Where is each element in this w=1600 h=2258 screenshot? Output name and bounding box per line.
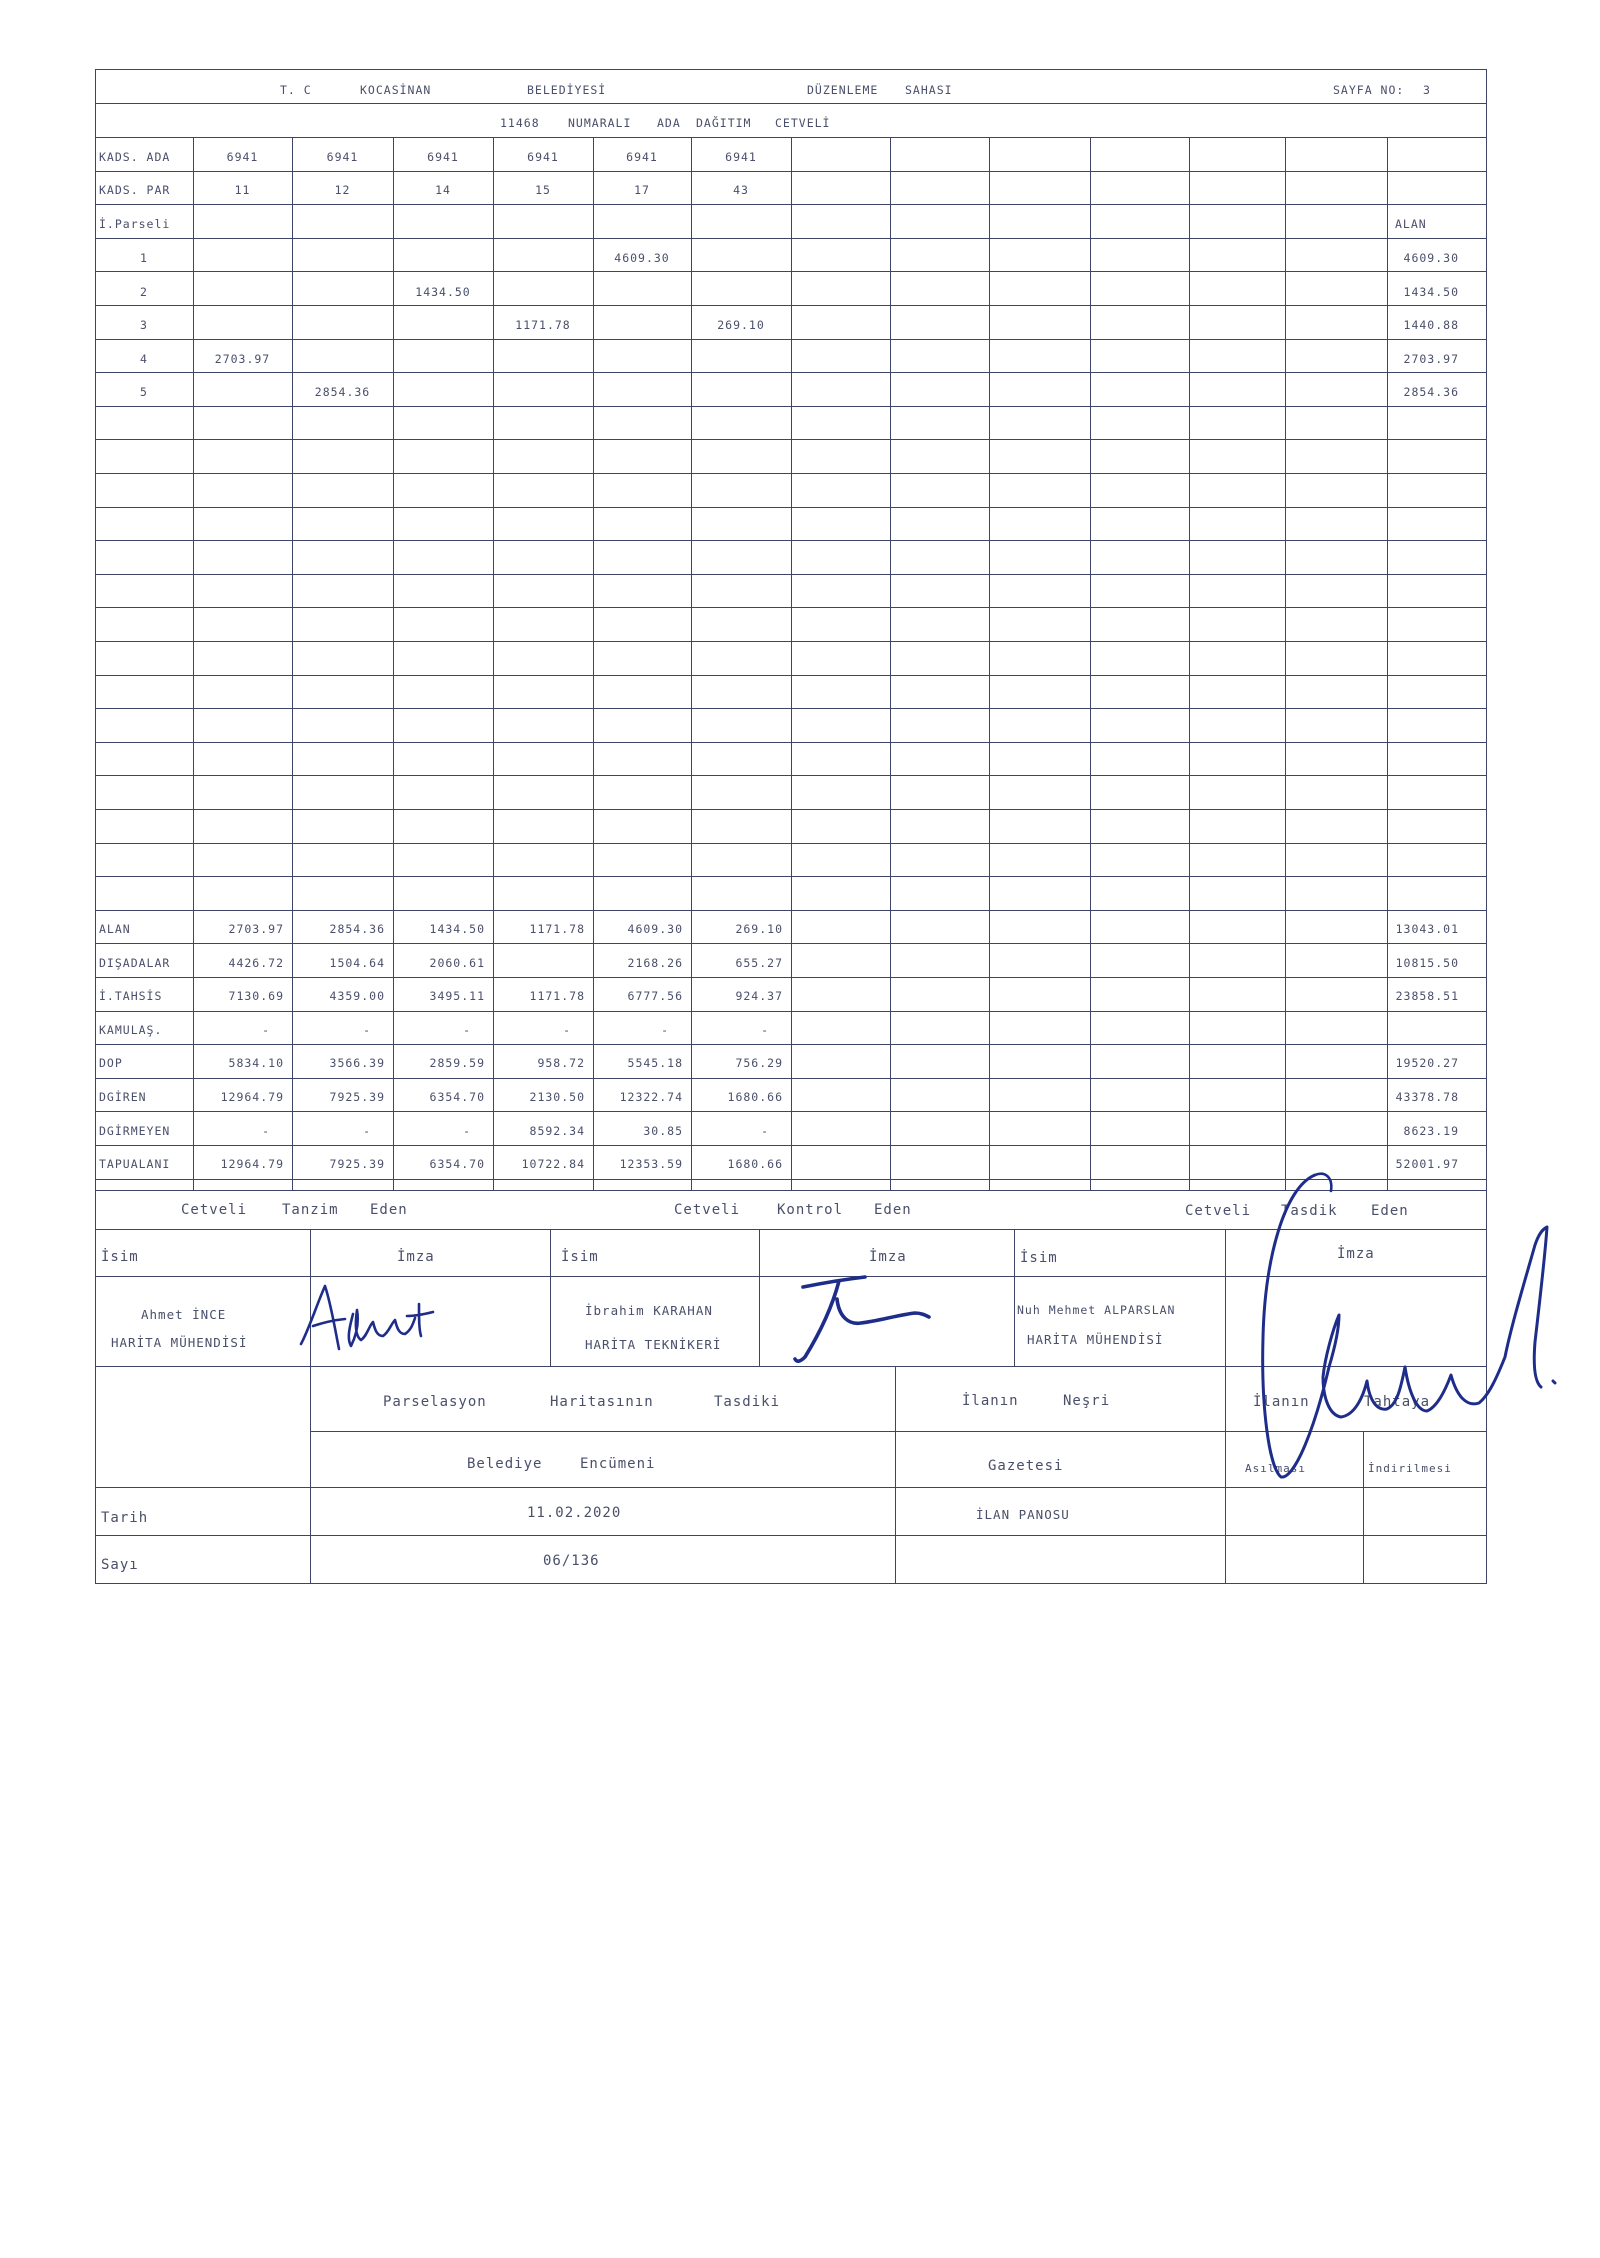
summary-total: 52001.97: [1395, 1157, 1459, 1172]
summary-cell: 10722.84: [521, 1157, 585, 1172]
kads-par-cell: 12: [334, 183, 351, 197]
header-duzenleme: DÜZENLEME: [807, 83, 879, 97]
parcel-total: 1440.88: [1403, 318, 1459, 333]
summary-cell: -: [761, 1123, 769, 1138]
person1-title: HARİTA MÜHENDİSİ: [111, 1335, 248, 1350]
summary-cell: 2168.26: [627, 955, 683, 970]
summary-cell: -: [761, 1022, 769, 1037]
parcel-cell: 1171.78: [515, 318, 571, 333]
summary-cell: 924.37: [735, 989, 783, 1004]
parselasyon-w2: Haritasının: [550, 1394, 654, 1410]
imza-label-2: İmza: [869, 1249, 907, 1265]
parcel-cell: 1434.50: [415, 284, 471, 299]
summary-cell: 12964.79: [220, 1090, 284, 1104]
summary-cell: 6354.70: [429, 1157, 485, 1172]
summary-cell: 3495.11: [429, 989, 485, 1004]
signature-ibrahim-karahan: [753, 1269, 933, 1369]
ilanin-nesri-w1: İlanın: [962, 1393, 1019, 1409]
ilanin-nesri-w2: Neşri: [1063, 1393, 1111, 1409]
summary-cell: 30.85: [643, 1123, 683, 1138]
parselasyon-w3: Tasdiki: [714, 1394, 781, 1410]
kads-ada-label: KADS. ADA: [99, 150, 171, 164]
summary-total: 23858.51: [1395, 989, 1459, 1004]
summary-cell: 4426.72: [228, 955, 284, 970]
summary-total: 10815.50: [1395, 955, 1459, 970]
ilanin-tahtaya-w2: Tahtaya: [1364, 1394, 1431, 1410]
summary-total: 19520.27: [1395, 1056, 1459, 1071]
imza-label-1: İmza: [397, 1249, 435, 1265]
summary-cell: 4359.00: [329, 989, 385, 1004]
parcel-no: 1: [140, 251, 148, 265]
summary-cell: 5834.10: [228, 1056, 284, 1071]
summary-label: DGİRMEYEN: [99, 1123, 171, 1138]
tasdik-w3: Eden: [1371, 1203, 1409, 1219]
summary-cell: 2060.61: [429, 955, 485, 970]
asilmasi-label: Asılması: [1245, 1462, 1306, 1475]
tarih-value: 11.02.2020: [527, 1505, 622, 1521]
sayi-label: Sayı: [101, 1557, 139, 1573]
summary-cell: 1504.64: [329, 955, 385, 970]
parcel-no: 2: [140, 284, 148, 299]
summary-cell: -: [262, 1022, 270, 1037]
summary-cell: 655.27: [735, 955, 783, 970]
person2-title: HARİTA TEKNİKERİ: [585, 1337, 722, 1352]
kontrol-w2: Kontrol: [777, 1202, 844, 1218]
summary-cell: -: [262, 1123, 270, 1138]
header-belediyesi: BELEDİYESİ: [527, 83, 607, 97]
person1-name: Ahmet İNCE: [141, 1307, 227, 1322]
kads-ada-cell: 6941: [725, 150, 757, 164]
header-sayfa-label: SAYFA NO:: [1333, 83, 1405, 97]
summary-cell: -: [363, 1123, 371, 1138]
summary-cell: 5545.18: [627, 1056, 683, 1071]
parcel-cell: 2703.97: [214, 351, 271, 366]
indirilmesi-label: İndirilmesi: [1368, 1462, 1452, 1475]
isim-label-2: İsim: [561, 1249, 599, 1265]
summary-cell: 756.29: [735, 1056, 783, 1071]
summary-cell: 4609.30: [627, 922, 683, 936]
header-numarali: NUMARALI: [568, 116, 632, 130]
imza-label-3: İmza: [1337, 1246, 1375, 1262]
summary-label: DGİREN: [99, 1090, 147, 1104]
summary-cell: 12353.59: [619, 1157, 683, 1172]
summary-cell: 2703.97: [228, 922, 284, 936]
tanzim-w2: Tanzim: [282, 1202, 339, 1218]
summary-label: KAMULAŞ.: [99, 1022, 163, 1037]
summary-cell: 3566.39: [329, 1056, 385, 1071]
kads-ada-cell: 6941: [427, 150, 459, 164]
summary-cell: 12964.79: [220, 1157, 284, 1172]
parcel-total: 2854.36: [1403, 385, 1459, 400]
summary-label: DIŞADALAR: [99, 955, 171, 970]
alan-header: ALAN: [1395, 217, 1427, 231]
kads-par-cell: 43: [733, 183, 749, 197]
tasdik-w2: Tasdik: [1281, 1203, 1338, 1219]
summary-cell: 12322.74: [619, 1090, 683, 1104]
summary-total: 8623.19: [1403, 1123, 1459, 1138]
header-sahasi: SAHASI: [905, 83, 953, 97]
person2-name: İbrahim KARAHAN: [585, 1303, 713, 1318]
isim-label-3: İsim: [1020, 1250, 1058, 1266]
summary-cell: -: [363, 1022, 371, 1037]
summary-cell: 7925.39: [329, 1090, 385, 1104]
header-sayfa-no: 3: [1423, 83, 1431, 97]
signature-ahmet-ince: [295, 1274, 445, 1374]
kads-ada-cell: 6941: [326, 150, 359, 164]
kads-ada-cell: 6941: [527, 150, 559, 164]
summary-cell: -: [463, 1022, 471, 1037]
kontrol-w1: Cetveli: [674, 1202, 741, 1218]
kads-ada-cell: 6941: [626, 150, 658, 164]
parcel-no: 5: [140, 385, 148, 400]
header-ada: ADA: [657, 116, 681, 130]
tarih-label: Tarih: [101, 1510, 149, 1526]
header-dagitim: DAĞITIM: [696, 116, 752, 130]
belediye-w2: Encümeni: [580, 1456, 656, 1472]
kads-par-cell: 17: [634, 183, 650, 197]
summary-cell: 2130.50: [529, 1090, 585, 1104]
summary-cell: 1171.78: [529, 922, 585, 936]
header-ada-no: 11468: [500, 116, 540, 130]
summary-cell: -: [661, 1022, 669, 1037]
gazetesi-label: Gazetesi: [988, 1458, 1064, 1474]
isim-label-1: İsim: [101, 1249, 139, 1265]
summary-cell: -: [463, 1123, 471, 1138]
tasdik-w1: Cetveli: [1185, 1203, 1252, 1219]
parcel-no: 4: [140, 351, 148, 366]
person3-name: Nuh Mehmet ALPARSLAN: [1017, 1303, 1176, 1317]
summary-total: 43378.78: [1395, 1090, 1459, 1104]
kads-par-cell: 11: [234, 183, 251, 197]
summary-cell: 1434.50: [429, 922, 485, 936]
person3-title: HARİTA MÜHENDİSİ: [1027, 1332, 1164, 1347]
parcel-cell: 4609.30: [614, 251, 670, 265]
header-municipality: KOCASİNAN: [360, 83, 432, 97]
summary-cell: 2859.59: [429, 1056, 485, 1071]
summary-label: DOP: [99, 1056, 123, 1071]
kads-par-cell: 14: [435, 183, 451, 197]
parcel-total: 2703.97: [1403, 351, 1459, 366]
iparseli-label: İ.Parseli: [99, 217, 171, 231]
summary-cell: 1680.66: [727, 1090, 783, 1104]
header-tc: T. C: [280, 83, 312, 97]
summary-cell: 6354.70: [429, 1090, 485, 1104]
parcel-cell: 2854.36: [314, 385, 371, 400]
summary-cell: 6777.56: [627, 989, 683, 1004]
kads-par-label: KADS. PAR: [99, 183, 171, 197]
tanzim-w3: Eden: [370, 1202, 408, 1218]
ilanin-tahtaya-w1: İlanın: [1253, 1394, 1310, 1410]
summary-cell: 1680.66: [727, 1157, 783, 1172]
parcel-no: 3: [140, 318, 148, 333]
summary-cell: 958.72: [537, 1056, 585, 1071]
tanzim-w1: Cetveli: [181, 1202, 248, 1218]
header-cetveli: CETVELİ: [775, 116, 831, 130]
summary-label: ALAN: [99, 922, 131, 936]
kads-ada-cell: 6941: [226, 150, 259, 164]
belediye-w1: Belediye: [467, 1456, 543, 1472]
summary-cell: 7925.39: [329, 1157, 385, 1172]
signature-nuh-mehmet-alparslan: [1205, 1167, 1600, 1487]
parcel-cell: 269.10: [717, 318, 765, 333]
summary-cell: 1171.78: [529, 989, 585, 1004]
summary-cell: -: [563, 1022, 571, 1037]
sayi-value: 06/136: [543, 1553, 600, 1569]
summary-cell: 269.10: [735, 922, 783, 936]
summary-label: İ.TAHSİS: [99, 989, 163, 1004]
summary-cell: 2854.36: [329, 922, 385, 936]
summary-total: 13043.01: [1395, 922, 1459, 936]
summary-label: TAPUALANI: [99, 1157, 171, 1172]
parcel-total: 4609.30: [1403, 251, 1459, 265]
summary-cell: 8592.34: [529, 1123, 585, 1138]
ilan-panosu: İLAN PANOSU: [976, 1507, 1070, 1522]
summary-cell: 7130.69: [228, 989, 284, 1004]
parcel-total: 1434.50: [1403, 284, 1459, 299]
kads-par-cell: 15: [535, 183, 551, 197]
kontrol-w3: Eden: [874, 1202, 912, 1218]
parselasyon-w1: Parselasyon: [383, 1394, 487, 1410]
